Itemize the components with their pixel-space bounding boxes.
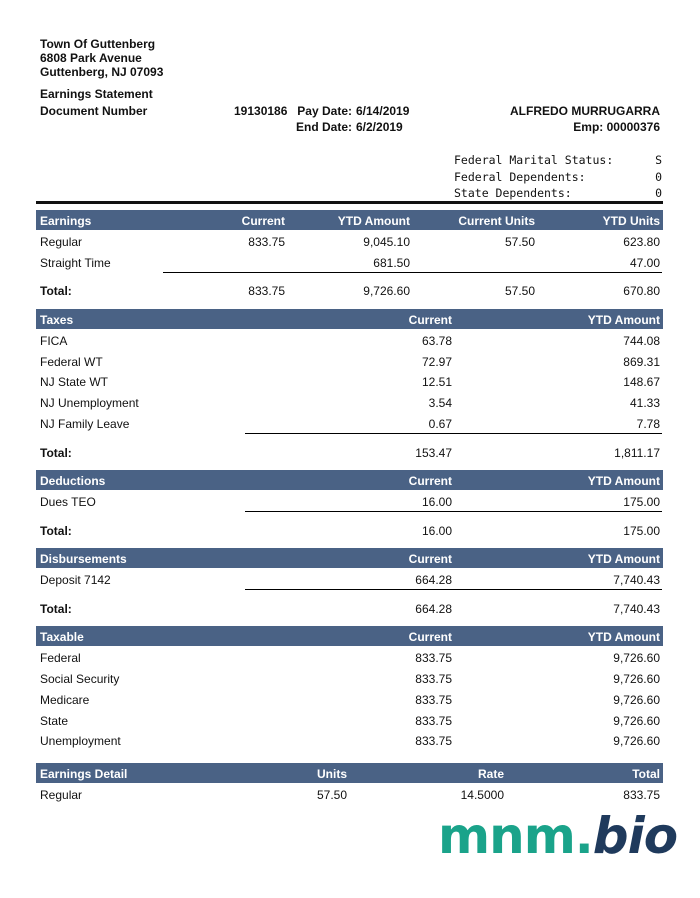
deductions-row-current: 16.00 xyxy=(421,495,452,509)
disbursements-header-current: Current xyxy=(408,552,452,566)
earnings-detail-header-total: Total xyxy=(632,767,660,781)
disbursements-total-ytd-amount: 7,740.43 xyxy=(613,602,660,616)
employer-address-line1: 6808 Park Avenue xyxy=(40,51,142,65)
earnings-header-label: Earnings xyxy=(40,214,92,228)
earnings-row-ytd-amount: 681.50 xyxy=(373,256,410,270)
disbursements-header xyxy=(36,548,663,568)
employee-name: ALFREDO MURRUGARRA xyxy=(510,104,660,118)
earnings-detail-header-rate: Rate xyxy=(477,767,504,781)
earnings-row-label: Straight Time xyxy=(40,256,111,270)
taxable-row-ytd-amount: 9,726.60 xyxy=(613,693,660,707)
taxable-row-ytd-amount: 9,726.60 xyxy=(613,734,660,748)
disbursements-total-current: 664.28 xyxy=(415,602,452,616)
state-dependents-value: 0 xyxy=(655,186,662,200)
deductions-row-label: Dues TEO xyxy=(40,495,96,509)
disbursements-total-label: Total: xyxy=(40,602,72,616)
taxable-row-label: Unemployment xyxy=(40,734,121,748)
earnings-detail-row-label: Regular xyxy=(40,788,83,802)
document-number-label: Document Number xyxy=(40,104,148,118)
watermark-logo-part1: mnm. xyxy=(438,807,593,865)
disbursements-header-label: Disbursements xyxy=(40,552,127,566)
taxes-row-label: FICA xyxy=(40,334,68,348)
document-number: 19130186 xyxy=(234,104,288,118)
taxes-header-current: Current xyxy=(408,313,452,327)
watermark-logo xyxy=(438,806,677,866)
employee-number-line xyxy=(460,120,660,134)
taxable-row-label: Federal xyxy=(40,651,81,665)
taxable-row-current: 833.75 xyxy=(415,651,452,665)
taxes-total-rule xyxy=(245,433,662,434)
earnings-total-rule xyxy=(163,272,662,273)
taxes-row-label: Federal WT xyxy=(40,355,103,369)
deductions-row-ytd-amount: 175.00 xyxy=(623,495,660,509)
taxable-row-label: State xyxy=(40,714,69,728)
taxable-row-ytd-amount: 9,726.60 xyxy=(613,651,660,665)
deductions-total-ytd-amount: 175.00 xyxy=(623,524,660,538)
taxes-row-ytd-amount: 869.31 xyxy=(623,355,660,369)
earnings-row-ytd-units: 47.00 xyxy=(629,256,660,270)
deductions-total-rule xyxy=(245,511,662,512)
taxable-row-label: Medicare xyxy=(40,693,90,707)
taxes-row-label: NJ Unemployment xyxy=(40,396,139,410)
pay-date: 6/14/2019 xyxy=(356,104,410,118)
taxes-row-current: 12.51 xyxy=(421,375,452,389)
federal-dependents-label: Federal Dependents: xyxy=(454,169,586,184)
taxable-row-current: 833.75 xyxy=(415,693,452,707)
taxes-row-label: NJ State WT xyxy=(40,375,109,389)
earnings-header-current-units: Current Units xyxy=(458,214,535,228)
earnings-row-ytd-units: 623.80 xyxy=(623,235,660,249)
taxable-header-current: Current xyxy=(408,630,452,644)
taxes-row-current: 72.97 xyxy=(421,355,452,369)
taxable-row-current: 833.75 xyxy=(415,734,452,748)
statement-title: Earnings Statement xyxy=(40,87,153,101)
deductions-header-ytd-amount: YTD Amount xyxy=(587,474,660,488)
taxes-row-current: 3.54 xyxy=(428,396,452,410)
earnings-row-current: 833.75 xyxy=(248,235,285,249)
disbursements-total-rule xyxy=(245,589,662,590)
disbursements-row-ytd-amount: 7,740.43 xyxy=(613,573,660,587)
tax-status xyxy=(454,152,662,202)
earnings-header-ytd-amount: YTD Amount xyxy=(337,214,410,228)
deductions-total-current: 16.00 xyxy=(421,524,452,538)
taxes-header-label: Taxes xyxy=(40,313,74,327)
earnings-row-ytd-amount: 9,045.10 xyxy=(363,235,410,249)
taxable-row-label: Social Security xyxy=(40,672,120,686)
taxes-total-current: 153.47 xyxy=(415,446,452,460)
taxes-row-ytd-amount: 148.67 xyxy=(623,375,660,389)
taxes-row-label: NJ Family Leave xyxy=(40,417,130,431)
earnings-total-current-units: 57.50 xyxy=(504,284,535,298)
end-date: 6/2/2019 xyxy=(356,120,403,134)
earnings-total-current: 833.75 xyxy=(248,284,285,298)
taxable-row-current: 833.75 xyxy=(415,714,452,728)
earnings-total-ytd-amount: 9,726.60 xyxy=(363,284,410,298)
header-separator xyxy=(36,201,663,204)
earnings-detail-row-total: 833.75 xyxy=(623,788,660,802)
earnings-header-current: Current xyxy=(241,214,285,228)
disbursements-row-current: 664.28 xyxy=(415,573,452,587)
tax-status-row xyxy=(454,169,662,186)
tax-status-row xyxy=(454,185,662,202)
earnings-detail-header-label: Earnings Detail xyxy=(40,767,128,781)
employer-address-line2: Guttenberg, NJ 07093 xyxy=(40,65,164,79)
tax-status-row xyxy=(454,152,662,169)
taxes-row-current: 0.67 xyxy=(428,417,452,431)
employee-number: 00000376 xyxy=(606,120,660,134)
federal-dependents-value: 0 xyxy=(655,169,662,184)
taxes-row-current: 63.78 xyxy=(421,334,452,348)
taxable-row-current: 833.75 xyxy=(415,672,452,686)
earnings-detail-row-rate: 14.5000 xyxy=(460,788,504,802)
taxes-row-ytd-amount: 41.33 xyxy=(629,396,660,410)
deductions-header-label: Deductions xyxy=(40,474,106,488)
earnings-row-label: Regular xyxy=(40,235,83,249)
deductions-total-label: Total: xyxy=(40,524,72,538)
pay-date-label: Pay Date: xyxy=(297,104,352,118)
taxable-row-ytd-amount: 9,726.60 xyxy=(613,714,660,728)
taxes-total-label: Total: xyxy=(40,446,72,460)
watermark-logo-part2: bio xyxy=(592,807,678,865)
earnings-detail-header xyxy=(36,763,663,783)
taxable-header xyxy=(36,626,663,646)
taxes-total-ytd-amount: 1,811.17 xyxy=(614,446,660,460)
taxes-header-ytd-amount: YTD Amount xyxy=(587,313,660,327)
state-dependents-label: State Dependents: xyxy=(454,186,572,200)
taxable-header-ytd-amount: YTD Amount xyxy=(587,630,660,644)
end-date-label: End Date: xyxy=(295,120,352,134)
disbursements-header-ytd-amount: YTD Amount xyxy=(587,552,660,566)
employer-name: Town Of Guttenberg xyxy=(40,37,156,51)
deductions-header-current: Current xyxy=(408,474,452,488)
earnings-detail-row-units: 57.50 xyxy=(316,788,347,802)
taxable-header-label: Taxable xyxy=(40,630,84,644)
employee-number-label: Emp: xyxy=(573,120,604,134)
earnings-row-current-units: 57.50 xyxy=(504,235,535,249)
federal-marital-status-label: Federal Marital Status: xyxy=(454,153,614,167)
earnings-header xyxy=(36,210,663,230)
taxes-row-ytd-amount: 744.08 xyxy=(623,334,660,348)
taxes-header xyxy=(36,309,663,329)
disbursements-row-label: Deposit 7142 xyxy=(40,573,111,587)
earnings-total-ytd-units: 670.80 xyxy=(623,284,660,298)
taxable-row-ytd-amount: 9,726.60 xyxy=(613,672,660,686)
earnings-header-ytd-units: YTD Units xyxy=(602,214,660,228)
earnings-detail-header-units: Units xyxy=(317,767,347,781)
taxes-row-ytd-amount: 7.78 xyxy=(636,417,660,431)
earnings-total-label: Total: xyxy=(40,284,72,298)
deductions-header xyxy=(36,470,663,490)
federal-marital-status-value: S xyxy=(655,153,662,167)
